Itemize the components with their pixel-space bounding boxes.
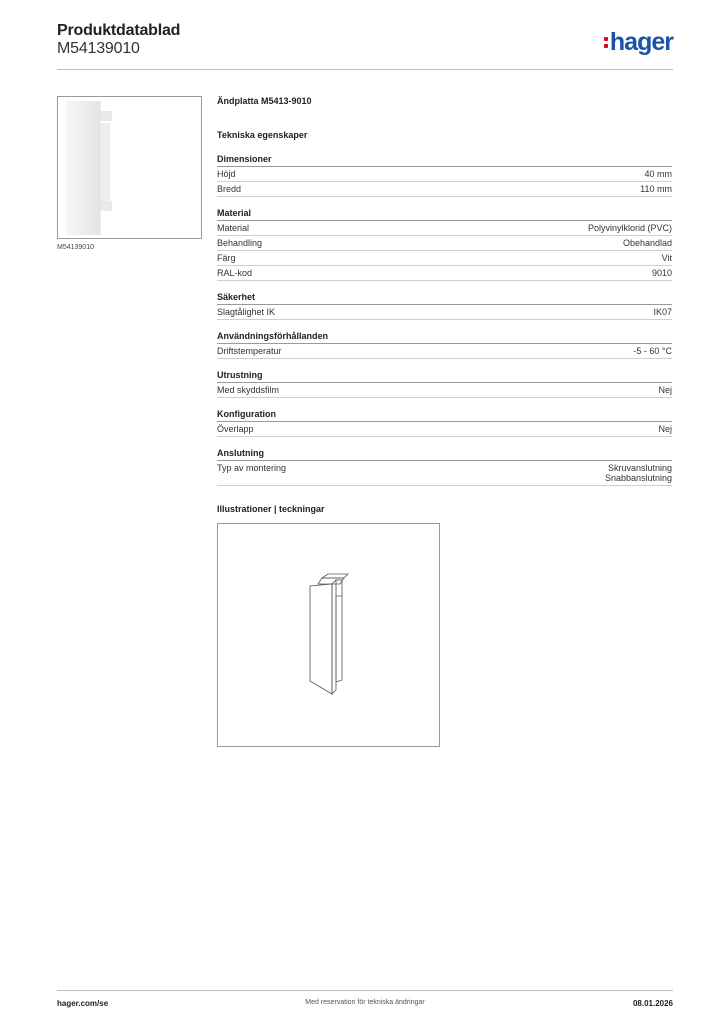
spec-row (217, 251, 672, 266)
spec-row (217, 344, 672, 359)
spec-value: 9010 (651, 268, 672, 278)
logo-text: hager (609, 28, 673, 56)
spec-value: 40 mm (644, 169, 672, 179)
product-image (57, 96, 202, 239)
spec-value-line: Skruvanslutning (607, 463, 672, 473)
footer-disclaimer: Med reservation för tekniska ändringar (305, 999, 425, 1006)
spec-value: Nej (658, 385, 672, 395)
footer-website-link[interactable]: hager.com/se (57, 999, 109, 1008)
spec-label: Behandling (217, 238, 263, 248)
spec-row (217, 221, 672, 236)
spec-row (217, 167, 672, 182)
spec-row (217, 383, 672, 398)
spec-value: -5 - 60 °C (633, 346, 672, 356)
end-plate-drawing-icon (218, 524, 439, 746)
spec-group-material (217, 208, 672, 281)
spec-value: 110 mm (640, 184, 672, 194)
spec-group-konfiguration (217, 409, 672, 437)
spec-value-line: Snabbanslutning (604, 473, 672, 483)
product-name: Ändplatta M5413-9010 (217, 96, 312, 106)
spec-value (605, 463, 672, 483)
group-title: Material (217, 208, 672, 221)
group-title: Dimensioner (217, 154, 672, 167)
spec-label: Överlapp (217, 424, 254, 434)
spec-row (217, 461, 672, 486)
spec-label: Material (217, 223, 250, 233)
spec-value: Obehandlad (622, 238, 672, 248)
spec-label: Med skyddsfilm (217, 385, 280, 395)
group-title: Utrustning (217, 370, 672, 383)
spec-row (217, 236, 672, 251)
spec-label: Höjd (217, 169, 236, 179)
spec-label: RAL-kod (217, 268, 253, 278)
spec-label: Färg (217, 253, 236, 263)
spec-value: Nej (658, 424, 672, 434)
spec-label: Slagtålighet IK (217, 307, 276, 317)
spec-group-anvandningsforhallanden (217, 331, 672, 359)
spec-row (217, 422, 672, 437)
spec-group-anslutning (217, 448, 672, 486)
spec-row (217, 305, 672, 320)
end-plate-photo-icon (58, 97, 201, 238)
spec-group-dimensioner (217, 154, 672, 197)
document-code: M54139010 (57, 40, 140, 57)
spec-value: IK07 (653, 307, 672, 317)
document-title: Produktdatablad (57, 22, 181, 39)
spec-row (217, 182, 672, 197)
spec-label: Bredd (217, 184, 242, 194)
group-title: Konfiguration (217, 409, 672, 422)
page-header (57, 22, 673, 70)
spec-content (217, 96, 672, 497)
spec-group-sakerhet (217, 292, 672, 320)
illustrations-heading: Illustrationer | teckningar (217, 504, 325, 514)
spec-value: Vit (661, 253, 672, 263)
spec-row (217, 266, 672, 281)
spec-label: Driftstemperatur (217, 346, 282, 356)
spec-label: Typ av montering (217, 463, 287, 473)
footer-date: 08.01.2026 (632, 999, 673, 1008)
group-title: Anslutning (217, 448, 672, 461)
group-title: Användningsförhållanden (217, 331, 672, 344)
section-heading: Tekniska egenskaper (217, 130, 308, 140)
group-title: Säkerhet (217, 292, 672, 305)
spec-group-utrustning (217, 370, 672, 398)
product-image-caption: M54139010 (57, 244, 94, 251)
illustration-drawing (217, 523, 440, 747)
logo-dots-icon (604, 37, 608, 48)
hager-logo (604, 28, 673, 57)
page-footer (57, 990, 673, 1012)
spec-value: Polyvinylklorid (PVC) (587, 223, 672, 233)
